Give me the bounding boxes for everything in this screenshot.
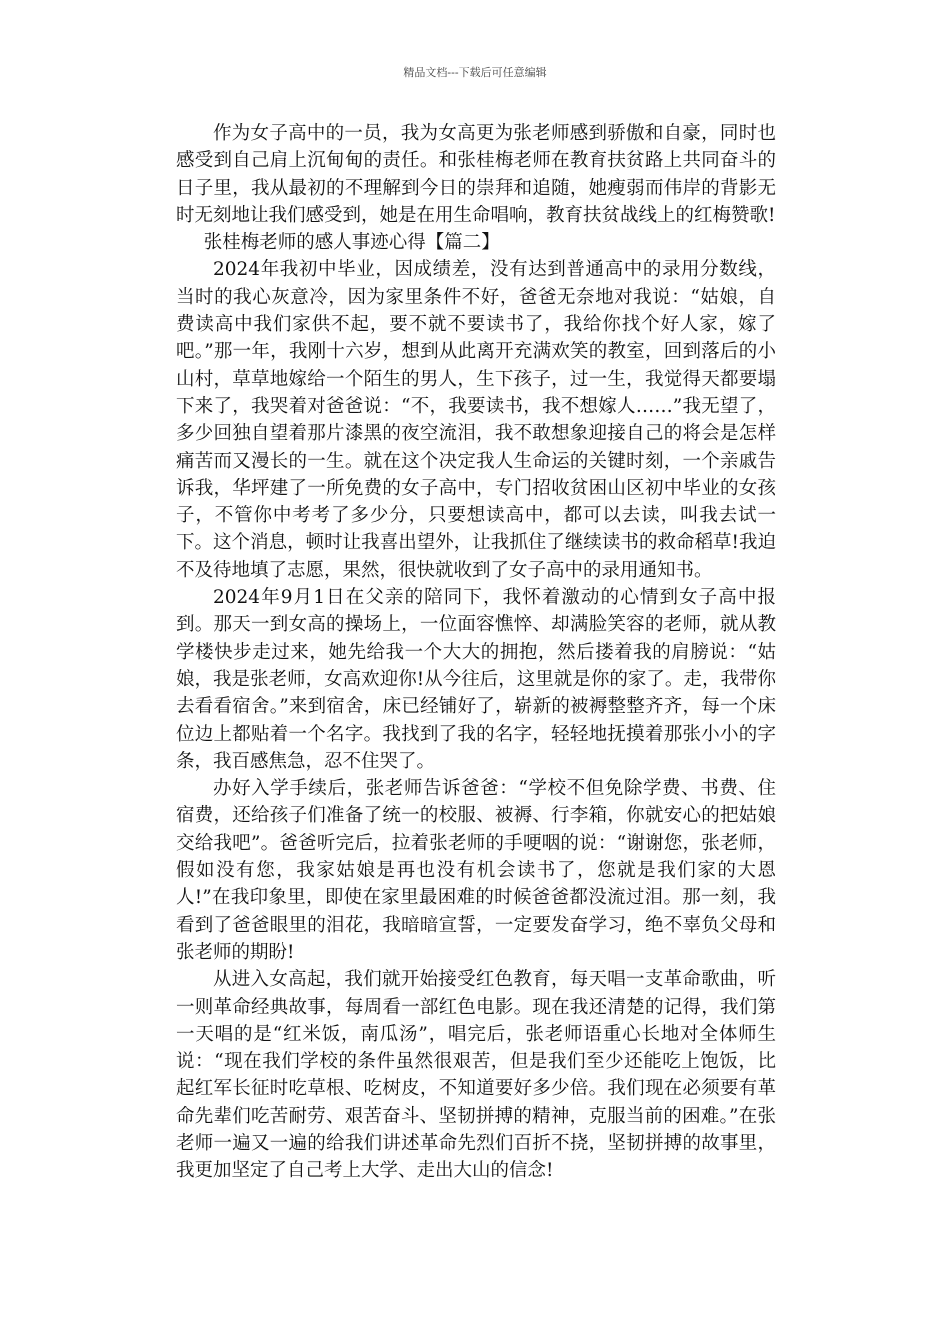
paragraph-1: 作为女子高中的一员，我为女高更为张老师感到骄傲和自豪，同时也感受到自己肩上沉甸甸的责任。和张桂梅老师在教育扶贫路上共同奋斗的日子里，我从最初的不理解到今日的崇拜和追随，她瘦弱而伟岸的背影无时无刻地让我们感受到，她是在用生命唱响，教育扶贫战线上的红梅赞歌! bbox=[176, 123, 776, 226]
paragraph-4: 办好入学手续后，张老师告诉爸爸：“学校不但免除学费、书费、住宿费，还给孩子们准备了统一的校服、被褥、行李箱，你就安心的把姑娘交给我吧”。爸爸听完后，拉着张老师的手哽咽的说：“谢谢您，张老师，假如没有您，我家姑娘是再也没有机会读书了，您就是我们家的大恩人!”在我印象里，即使在家里最困难的时候爸爸都没流过泪。那一刻，我看到了爸爸眼里的泪花，我暗暗宣誓，一定要发奋学习，绝不辜负父母和张老师的期盼! bbox=[176, 778, 776, 963]
page-header: 精品文档---下载后可任意编辑 bbox=[403, 66, 547, 79]
document-body bbox=[176, 120, 776, 1185]
paragraph-2: 2024年我初中毕业，因成绩差，没有达到普通高中的录用分数线，当时的我心灰意冷，因为家里条件不好，爸爸无奈地对我说：“姑娘，自费读高中我们家供不起，要不就不要读书了，我给你找个好人家，嫁了吧。”那一年，我刚十六岁，想到从此离开充满欢笑的教室，回到落后的小山村，草草地嫁给一个陌生的男人，生下孩子，过一生，我觉得天都要塌下来了，我哭着对爸爸说：“不，我要读书，我不想嫁人……”我无望了，多少回独自望着那片漆黑的夜空流泪，我不敢想象迎接自己的将会是怎样痛苦而又漫长的一生。就在这个决定我人生命运的关键时刻，一个亲戚告诉我，华坪建了一所免费的女子高中，专门招收贫困山区初中毕业的女孩子，不管你中考考了多少分，只要想读高中，都可以去读，叫我去试一下。这个消息，顿时让我喜出望外，让我抓住了继续读书的救命稻草!我迫不及待地填了志愿，果然，很快就收到了女子高中的录用通知书。 bbox=[176, 259, 776, 581]
paragraph-5: 从进入女高起，我们就开始接受红色教育，每天唱一支革命歌曲，听一则革命经典故事，每周看一部红色电影。现在我还清楚的记得，我们第一天唱的是“红米饭，南瓜汤”，唱完后，张老师语重心长地对全体师生说：“现在我们学校的条件虽然很艰苦，但是我们至少还能吃上饱饭，比起红军长征时吃草根、吃树皮，不知道要好多少倍。我们现在必须要有革命先辈们吃苦耐劳、艰苦奋斗、坚韧拼搏的精神，克服当前的困难。”在张老师一遍又一遍的给我们讲述革命先烈们百折不挠，坚韧拼搏的故事里，我更加坚定了自己考上大学、走出大山的信念! bbox=[176, 969, 776, 1182]
section-subtitle: 张桂梅老师的感人事迹心得【篇二】 bbox=[203, 232, 500, 254]
paragraph-3: 2024年9月1日在父亲的陪同下，我怀着激动的心情到女子高中报到。那天一到女高的操场上，一位面容憔悴、却满脸笑容的老师，就从教学楼快步走过来，她先给我一个大大的拥抱，然后搂着我的肩膀说：“姑娘，我是张老师，女高欢迎你!从今往后，这里就是你的家了。走，我带你去看看宿舍。”来到宿舍，床已经铺好了，崭新的被褥整整齐齐，每一个床位边上都贴着一个名字。我找到了我的名字，轻轻地抚摸着那张小小的字条，我百感焦急，忍不住哭了。 bbox=[176, 587, 776, 772]
